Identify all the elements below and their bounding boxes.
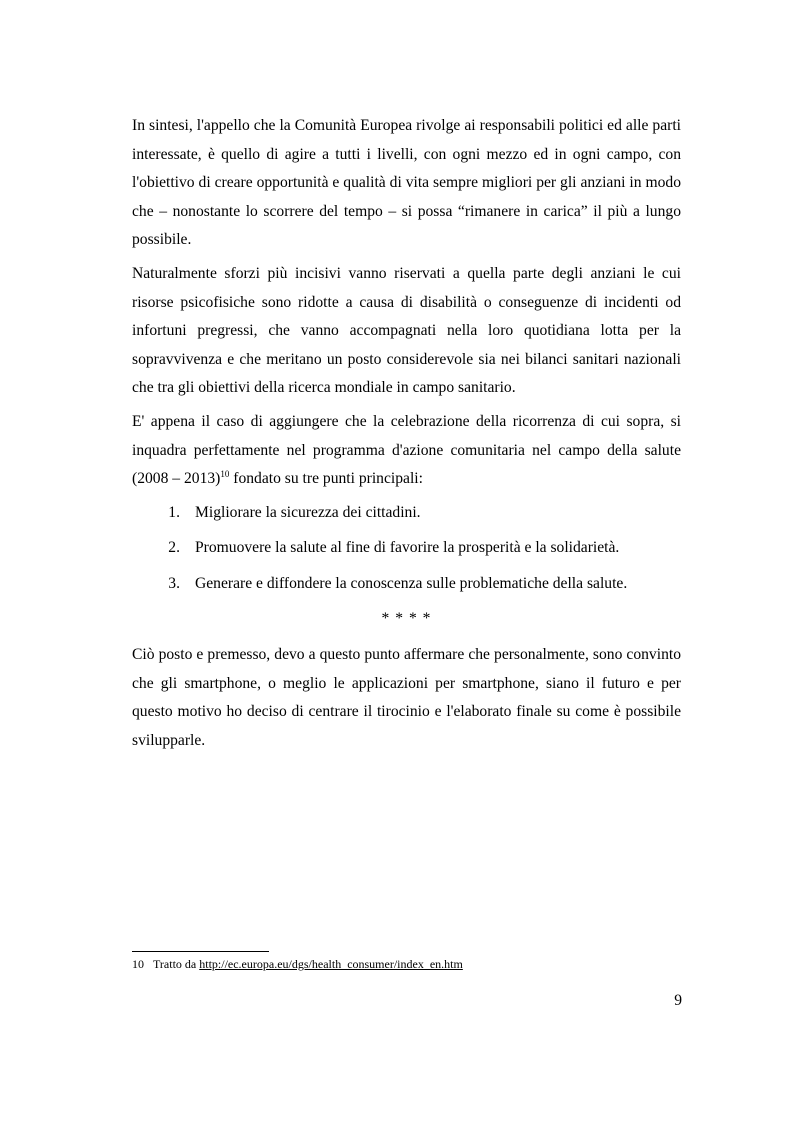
paragraph-health-programme bbox=[132, 408, 681, 494]
list-item bbox=[132, 499, 681, 535]
paragraph-elderly-efforts: Naturalmente sforzi più incisivi vanno riservati a quella parte degli anziani le cui risorse psicofisiche sono ridotte a causa di disabilità o conseguenze di incidenti od infortuni pregressi, che vanno accompagnati nella loro quotidiana lotta per la sopravvivenza e che meritano un posto considerevole sia nei bilanci sanitari nazionali che tra gli obiettivi della ricerca mondiale in campo sanitario. bbox=[132, 264, 681, 397]
paragraph-health-programme-tail: fondato su tre punti principali: bbox=[229, 470, 423, 488]
section-separator: * * * * bbox=[381, 610, 432, 628]
list-item bbox=[132, 534, 681, 570]
list-item-text: Promuovere la salute al fine di favorire la prosperità e la solidarietà. bbox=[195, 539, 620, 557]
paragraph-conclusion: Ciò posto e premesso, devo a questo punto affermare che personalmente, sono convinto che gli smartphone, o meglio le applicazioni per smartphone, siano il futuro e per questo motivo ho deciso di centrare il tirocinio e l'elaborato finale su come è possibile svilupparle. bbox=[132, 646, 681, 749]
footnote-divider bbox=[132, 951, 269, 952]
list-item-text: Generare e diffondere la conoscenza sulle problematiche della salute. bbox=[195, 574, 628, 592]
list-item-number: 1. bbox=[168, 503, 180, 521]
footnote-link[interactable]: http://ec.europa.eu/dgs/health_consumer/index_en.htm bbox=[199, 957, 463, 971]
list-item-number: 3. bbox=[168, 574, 180, 592]
footnote-reference: 10 bbox=[220, 468, 230, 479]
list-item-text: Migliorare la sicurezza dei cittadini. bbox=[195, 503, 421, 521]
footnote-prefix: Tratto da bbox=[153, 957, 200, 971]
list-item-number: 2. bbox=[168, 539, 180, 557]
page-number: 9 bbox=[674, 992, 682, 1009]
principles-list bbox=[132, 499, 681, 606]
footnote-number: 10 bbox=[132, 957, 144, 971]
paragraph-summary: In sintesi, l'appello che la Comunità Europea rivolge ai responsabili politici ed alle parti interessate, è quello di agire a tutti i livelli, con ogni mezzo ed in ogni campo, con l'obiettivo di creare opportunità e qualità di vita sempre migliori per gli anziani in modo che – nonostante lo scorrere del tempo – si possa “rimanere in carica” il più a lungo possibile. bbox=[132, 117, 681, 249]
footnote bbox=[132, 956, 463, 972]
paragraph-health-programme-text: E' appena il caso di aggiungere che la celebrazione della ricorrenza di cui sopra, si inquadra perfettamente nel programma d'azione comunitaria nel campo della salute (2008 – 2013) bbox=[132, 412, 681, 488]
list-item bbox=[132, 570, 681, 606]
body-text bbox=[132, 112, 681, 761]
